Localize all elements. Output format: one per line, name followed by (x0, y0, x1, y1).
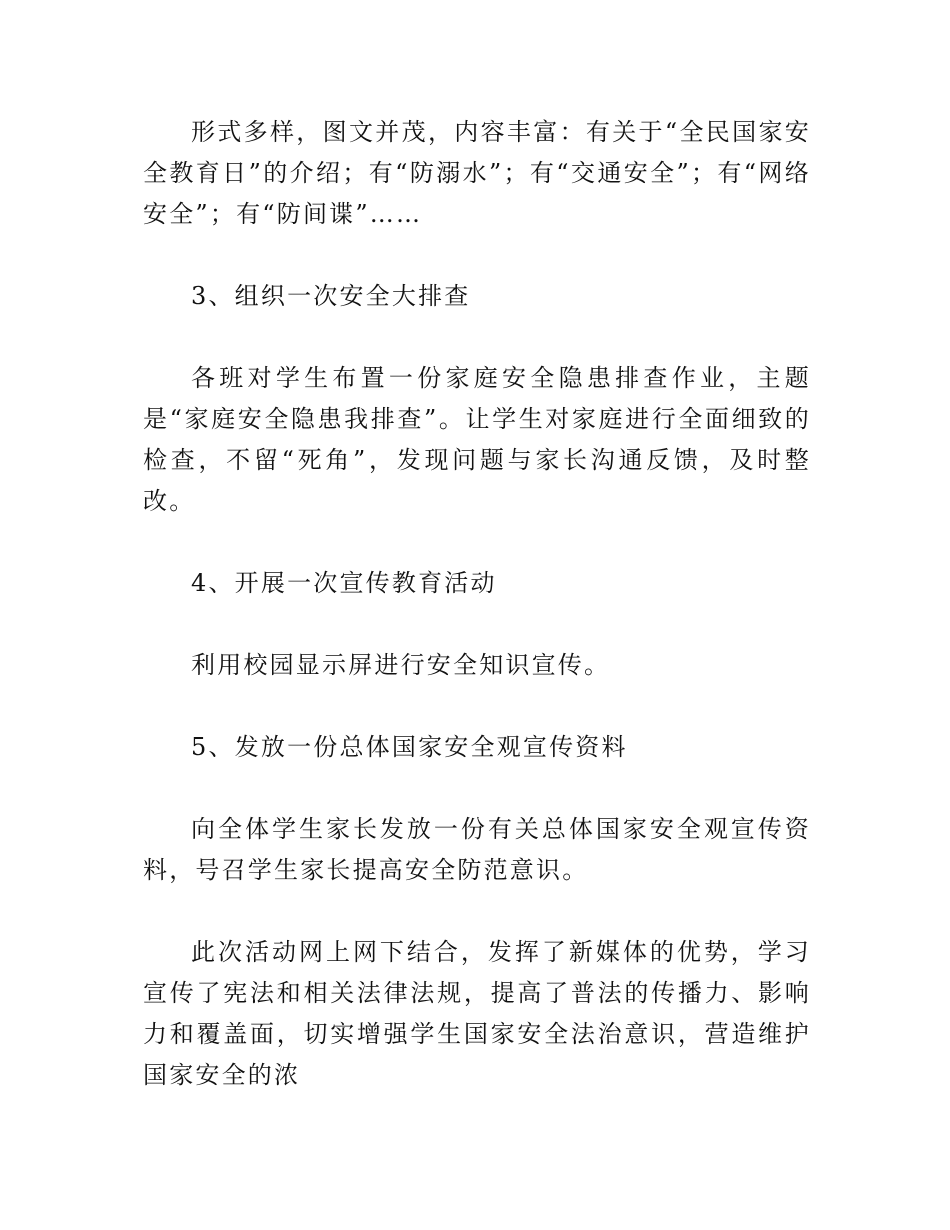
paragraph-safety-inspection: 各班对学生布置一份家庭安全隐患排查作业，主题是“家庭安全隐患我排查”。让学生对家庭进行全面细致的检查，不留“死角”，发现问题与家长沟通反馈，及时整改。 (143, 364, 811, 515)
paragraph-campus-display: 利用校园显示屏进行安全知识宣传。 (191, 651, 611, 679)
section-heading-3: 3、组织一次安全大排查 (191, 282, 471, 310)
paragraph-activity-summary: 此次活动网上网下结合，发挥了新媒体的优势，学习宣传了宪法和相关法律法规，提高了普法的传播力、影响力和覆盖面，切实增强学生国家安全法治意识，营造维护国家安全的浓 (143, 938, 811, 1089)
paragraph-content-forms: 形式多样，图文并茂，内容丰富：有关于“全民国家安全教育日”的介绍；有“防溺水”；有“交通安全”；有“网络安全”；有“防间谍”…… (143, 118, 811, 228)
section-heading-4: 4、开展一次宣传教育活动 (191, 569, 497, 597)
document-body (143, 112, 811, 1137)
section-heading-5: 5、发放一份总体国家安全观宣传资料 (191, 733, 628, 761)
paragraph-parent-materials: 向全体学生家长发放一份有关总体国家安全观宣传资料，号召学生家长提高安全防范意识。 (143, 815, 811, 884)
